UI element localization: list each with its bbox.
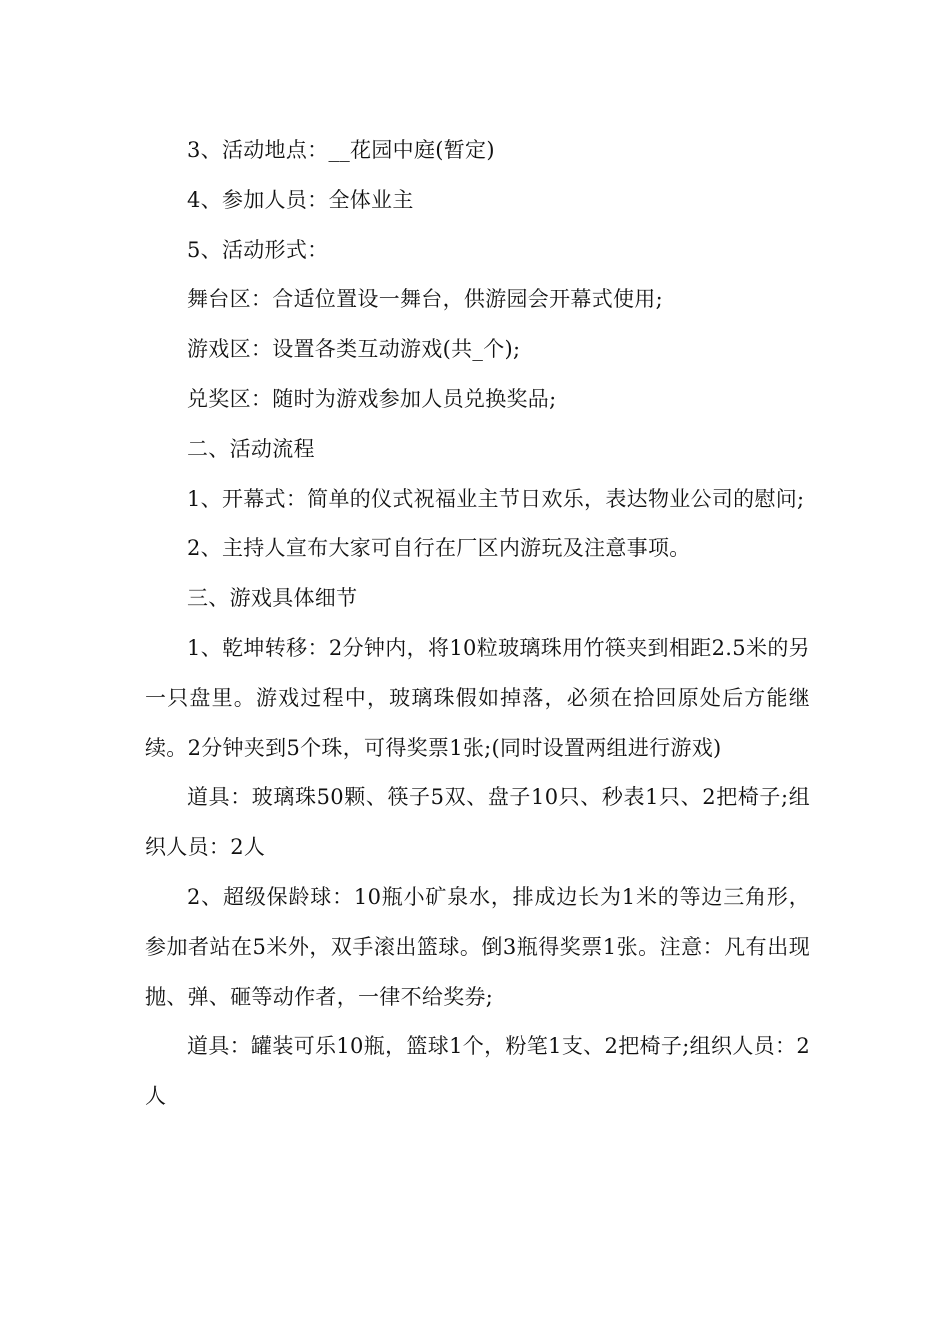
- section-heading-game-details: 三、游戏具体细节: [187, 586, 358, 611]
- paragraph-activity-location: 3、活动地点：__花园中庭(暂定): [187, 138, 495, 162]
- paragraph-game-1: 1、乾坤转移：2分钟内，将10粒玻璃珠用竹筷夹到相距2.5米的另一只盘里。游戏过程中，玻璃珠假如掉落，必须在拾回原处后方能继续。2分钟夹到5个珠，可得奖票1张;(同时设置两组进行游戏): [145, 635, 810, 760]
- paragraph-host-announcement: 2、主持人宣布大家可自行在厂区内游玩及注意事项。: [187, 536, 691, 561]
- paragraph-activity-format: 5、活动形式：: [187, 237, 329, 262]
- paragraph-participants: 4、参加人员：全体业主: [187, 187, 414, 212]
- paragraph-game-2-props: 道具：罐装可乐10瓶，篮球1个，粉笔1支、2把椅子;组织人员：2人: [145, 1034, 810, 1109]
- paragraph-stage-area: 舞台区：合适位置设一舞台，供游园会开幕式使用;: [187, 287, 663, 312]
- paragraph-game-1-props: 道具：玻璃珠50颗、筷子5双、盘子10只、秒表1只、2把椅子;组织人员：2人: [145, 785, 810, 860]
- document-body: [145, 126, 810, 1122]
- section-heading-activity-flow: 二、活动流程: [187, 436, 315, 461]
- paragraph-prize-area: 兑奖区：随时为游戏参加人员兑换奖品;: [187, 386, 557, 411]
- paragraph-game-2: 2、超级保龄球：10瓶小矿泉水，排成边长为1米的等边三角形，参加者站在5米外，双手滚出篮球。倒3瓶得奖票1张。注意：凡有出现抛、弹、砸等动作者，一律不给奖券;: [145, 884, 810, 1009]
- paragraph-game-area: 游戏区：设置各类互动游戏(共_个);: [187, 337, 521, 362]
- paragraph-opening-ceremony: 1、开幕式：简单的仪式祝福业主节日欢乐，表达物业公司的慰问;: [187, 486, 805, 511]
